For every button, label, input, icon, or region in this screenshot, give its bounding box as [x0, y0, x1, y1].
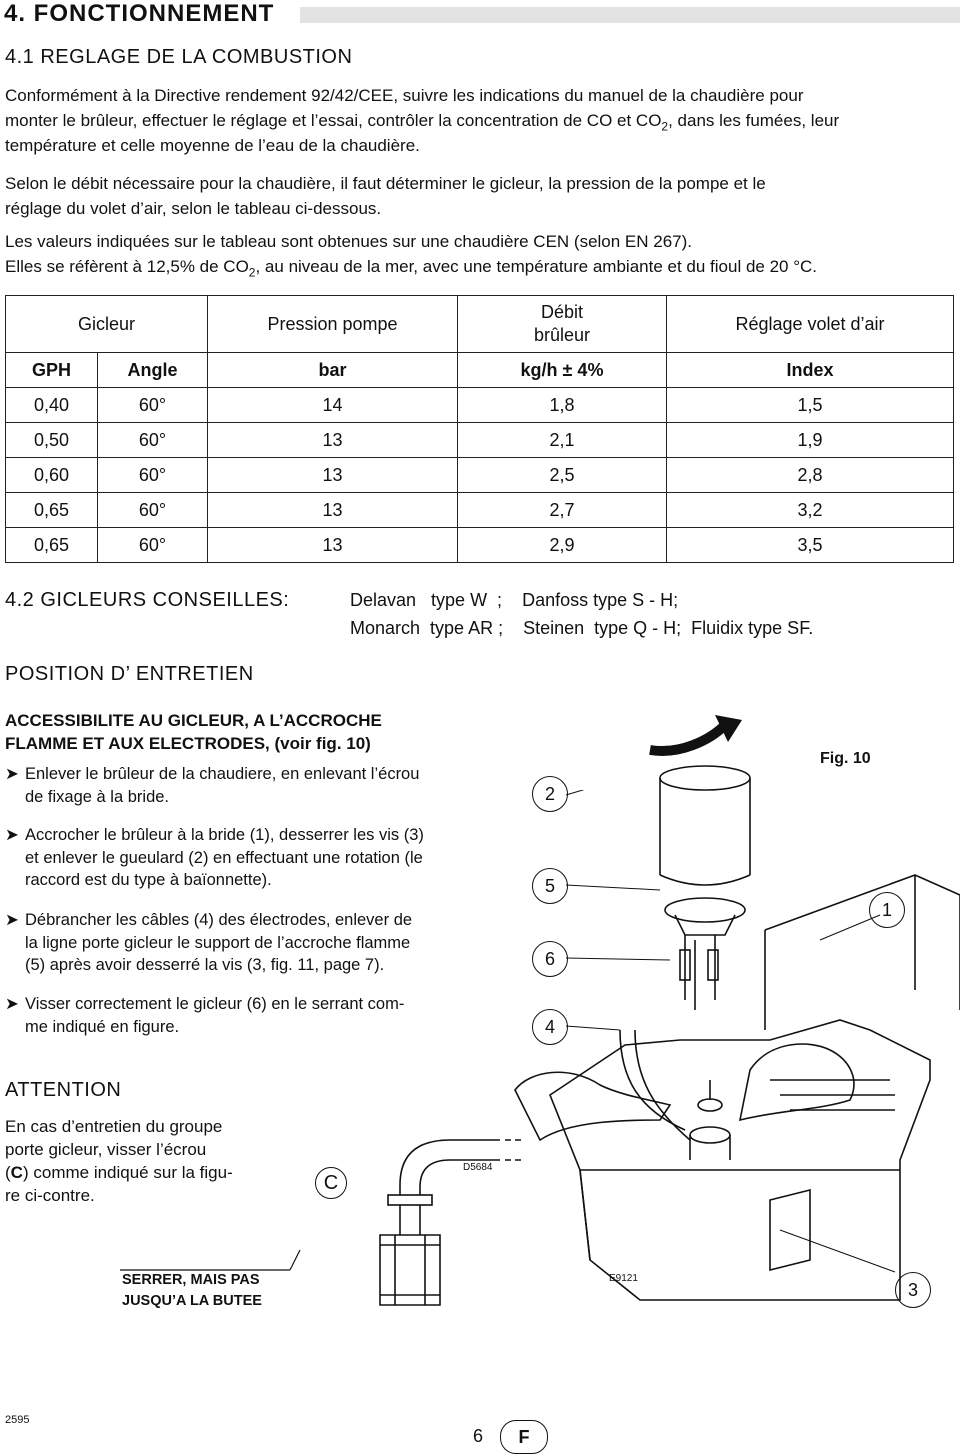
arrow-bullet-icon: ➤	[5, 911, 19, 929]
table-row	[6, 528, 954, 563]
text-line: Selon le débit nécessaire pour la chaudière, il faut déterminer le gicleur, la pression de la pompe et le	[5, 174, 766, 193]
unit-cell: GPH	[6, 353, 98, 388]
header-cell: Réglage volet d’air	[667, 296, 954, 353]
table-cell: 3,5	[667, 528, 954, 563]
nozzle-list-line: Monarch type AR ; Steinen type Q - H; Fluidix type SF.	[350, 618, 814, 638]
header-rule	[300, 7, 960, 23]
table-units-row	[6, 353, 954, 388]
callout-5: 5	[532, 868, 568, 904]
table-cell: 3,2	[667, 493, 954, 528]
text-line: Elles se réfèrent à 12,5% de $CO_2$, au niveau de la mer, avec une température ambiante et du fioul de 20 °C.	[5, 257, 818, 280]
callout-leaders	[520, 790, 960, 1310]
text-line: Conformément à la Directive rendement 92/42/CEE, suivre les indications du manuel de la chaudière pour	[5, 86, 804, 105]
unit-cell: kg/h ± 4%	[458, 353, 667, 388]
nozzle-recommendations-title: 4.2 GICLEURS CONSEILLES:	[5, 589, 290, 611]
callout-6: 6	[532, 941, 568, 977]
text-line: monter le brûleur, effectuer le réglage et l’essai, contrôler la concentration de CO et $CO_2$, dans les fumées, leur	[5, 111, 840, 134]
rotation-arrow-icon	[650, 725, 725, 751]
text-line: Les valeurs indiquées sur le tableau sont obtenues sur une chaudière CEN (selon EN 267).	[5, 232, 693, 251]
header-cell: Gicleur	[6, 296, 208, 353]
table-cell: 13	[208, 423, 458, 458]
section-title: 4. FONCTIONNEMENT	[4, 1, 284, 27]
list-item: ➤ Accrocher le brûleur à la bride (1), desserrer les vis (3) et enlever le gueulard (2) en effectuant une rotation (le raccord est du type à baïonnette).	[5, 826, 424, 889]
header-cell: Pression pompe	[208, 296, 458, 353]
callout-1: 1	[869, 892, 905, 928]
section-header	[0, 0, 960, 27]
drawing-code: E9121	[609, 1273, 638, 1284]
table-row	[6, 493, 954, 528]
language-badge: F	[500, 1420, 548, 1454]
tightening-note: SERRER, MAIS PAS JUSQU’A LA BUTEE	[122, 1272, 262, 1309]
table-cell: 14	[208, 388, 458, 423]
document-code: 2595	[5, 1414, 30, 1426]
table-cell: 2,9	[458, 528, 667, 563]
table-cell: 13	[208, 528, 458, 563]
unit-cell: bar	[208, 353, 458, 388]
nozzle-table	[5, 295, 954, 563]
table-cell: 1,8	[458, 388, 667, 423]
text-line: température et celle moyenne de l’eau de la chaudière.	[5, 136, 420, 155]
callout-4: 4	[532, 1009, 568, 1045]
table-cell: 2,7	[458, 493, 667, 528]
unit-cell: Index	[667, 353, 954, 388]
table-cell: 60°	[98, 388, 208, 423]
list-item: ➤ Visser correctement le gicleur (6) en le serrant com- me indiqué en figure.	[5, 995, 405, 1036]
table-cell: 60°	[98, 493, 208, 528]
table-cell: 13	[208, 458, 458, 493]
attention-text: En cas d’entretien du groupe porte gicleur, visser l’écrou (C) comme indiqué sur la figu- re ci-contre.	[5, 1117, 233, 1205]
page-number: 6	[473, 1426, 484, 1446]
arrow-bullet-icon: ➤	[5, 995, 19, 1013]
table-cell: 2,1	[458, 423, 667, 458]
nozzle-list-line: Delavan type W ; Danfoss type S - H;	[350, 590, 679, 610]
nozzle-nut-detail	[300, 1125, 530, 1315]
callout-c: C	[315, 1167, 347, 1199]
table-cell: 1,5	[667, 388, 954, 423]
paragraph-3	[5, 229, 960, 279]
table-cell: 0,65	[6, 528, 98, 563]
table-cell: 13	[208, 493, 458, 528]
paragraph-1	[5, 83, 960, 158]
table-row	[6, 423, 954, 458]
callout-3: 3	[895, 1272, 931, 1308]
callout-2: 2	[532, 776, 568, 812]
arrow-bullet-icon: ➤	[5, 826, 19, 844]
text-line: réglage du volet d’air, selon le tableau ci-dessous.	[5, 199, 382, 218]
drawing-code: D5684	[463, 1162, 493, 1173]
paragraph-2	[5, 171, 960, 221]
table-row	[6, 458, 954, 493]
arrow-bullet-icon: ➤	[5, 765, 19, 783]
table-cell: 60°	[98, 528, 208, 563]
attention-title: ATTENTION	[5, 1079, 122, 1101]
list-item: ➤ Débrancher les câbles (4) des électrodes, enlever de la ligne porte gicleur le support de l’accroche flamme (5) après avoir desserré la vis (3, fig. 11, page 7).	[5, 911, 413, 974]
header-cell: Débit brûleur	[458, 296, 667, 353]
table-cell: 0,40	[6, 388, 98, 423]
unit-cell: Angle	[98, 353, 208, 388]
table-cell: 0,60	[6, 458, 98, 493]
table-cell: 0,65	[6, 493, 98, 528]
table-cell: 2,8	[667, 458, 954, 493]
table-cell: 60°	[98, 423, 208, 458]
maintenance-subtitle: ACCESSIBILITE AU GICLEUR, A L’ACCROCHE FLAMME ET AUX ELECTRODES, (voir fig. 10)	[5, 711, 382, 753]
figure-label: Fig. 10	[820, 750, 871, 767]
maintenance-title: POSITION D’ ENTRETIEN	[5, 663, 254, 685]
table-row	[6, 388, 954, 423]
list-item: ➤ Enlever le brûleur de la chaudiere, en enlevant l’écrou de fixage à la bride.	[5, 765, 420, 806]
table-cell: 1,9	[667, 423, 954, 458]
subsection-title: 4.1 REGLAGE DE LA COMBUSTION	[5, 46, 353, 68]
table-cell: 60°	[98, 458, 208, 493]
table-cell: 2,5	[458, 458, 667, 493]
table-header-row	[6, 296, 954, 353]
table-cell: 0,50	[6, 423, 98, 458]
